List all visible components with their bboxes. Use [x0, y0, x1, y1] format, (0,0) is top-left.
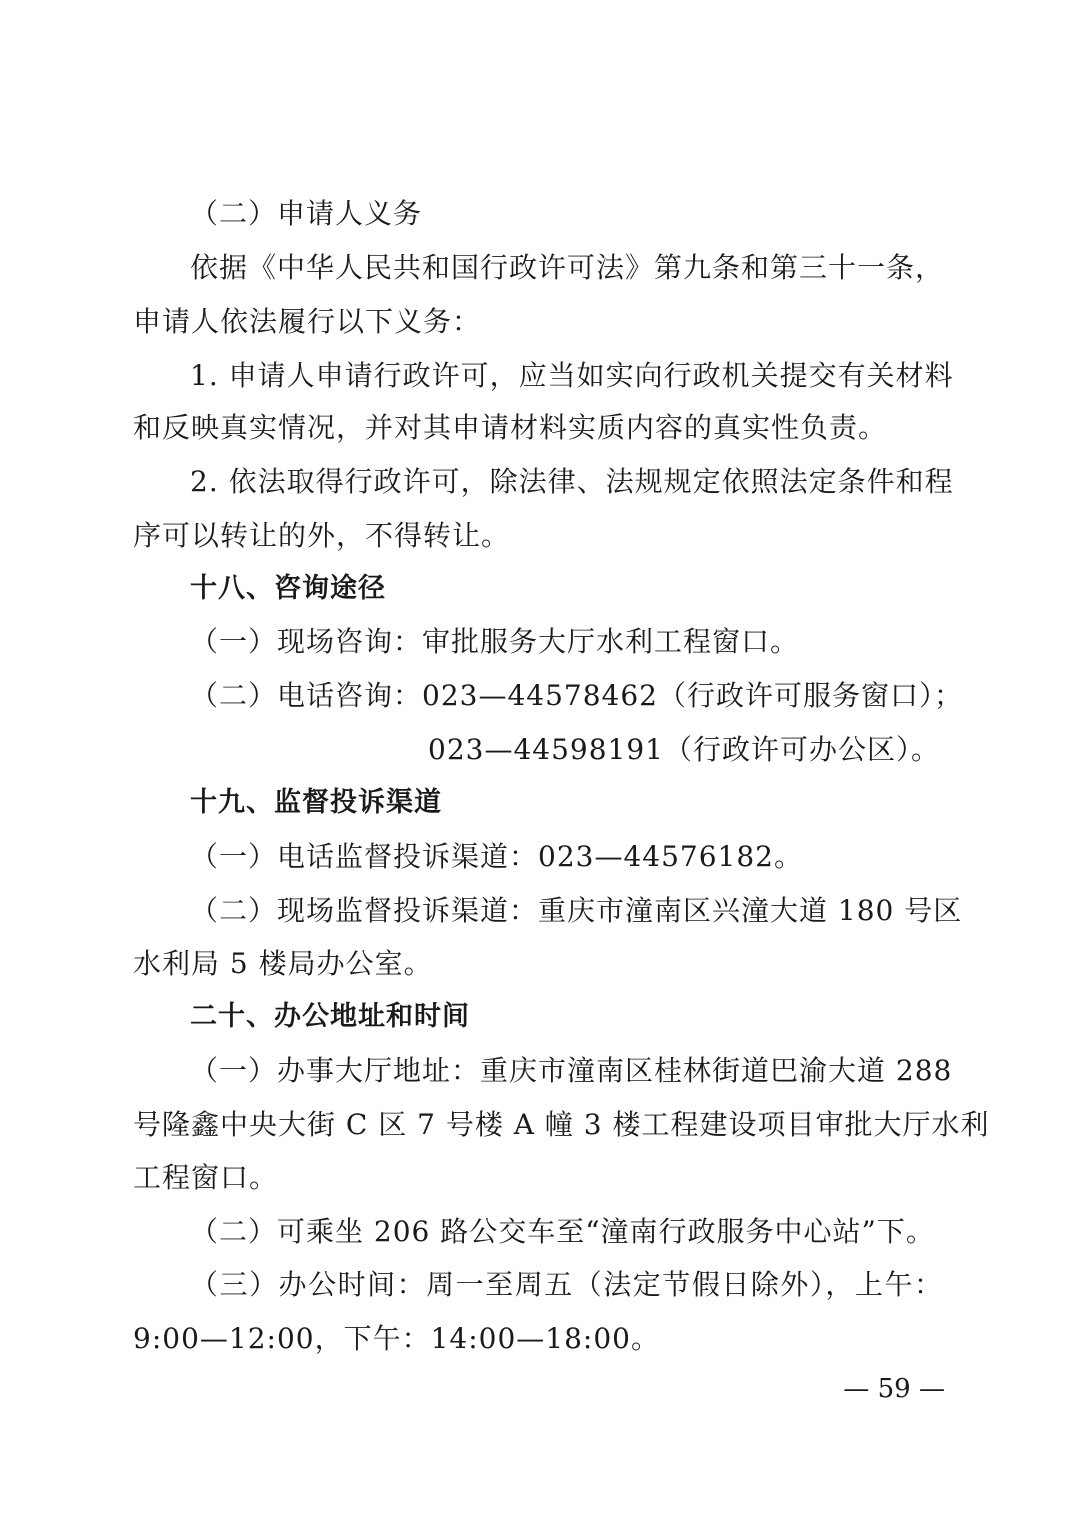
paragraph-line: 工程窗口。: [133, 1161, 279, 1194]
paragraph-line: 水利局 5 楼局办公室。: [133, 947, 433, 980]
subsection-title: （二）申请人义务: [190, 197, 423, 230]
paragraph-line: 023—44598191（行政许可办公区）。: [428, 733, 940, 766]
paragraph-line: 2. 依法取得行政许可，除法律、法规规定依照法定条件和程: [190, 465, 954, 498]
page-number: — 59 —: [843, 1374, 945, 1404]
paragraph-line: （三）办公时间：周一至周五（法定节假日除外），上午：: [190, 1268, 943, 1301]
paragraph-line: 1. 申请人申请行政许可，应当如实向行政机关提交有关材料: [190, 359, 954, 392]
paragraph-line: （二）现场监督投诉渠道：重庆市潼南区兴潼大道 180 号区: [190, 894, 963, 927]
paragraph-line: （二）可乘坐 206 路公交车至“潼南行政服务中心站”下。: [190, 1215, 935, 1248]
paragraph-line: 申请人依法履行以下义务：: [133, 305, 482, 338]
paragraph-line: （一）办事大厅地址：重庆市潼南区桂林街道巴渝大道 288: [190, 1054, 953, 1087]
section-heading: 二十、办公地址和时间: [190, 1001, 470, 1032]
section-heading: 十九、监督投诉渠道: [190, 787, 442, 818]
paragraph-line: （二）电话咨询：023—44578462（行政许可服务窗口）；: [190, 679, 963, 712]
paragraph-line: （一）现场咨询：审批服务大厅水利工程窗口。: [190, 625, 800, 658]
paragraph-line: 和反映真实情况，并对其申请材料实质内容的真实性负责。: [133, 411, 888, 444]
paragraph-line: （一）电话监督投诉渠道：023—44576182。: [190, 840, 803, 873]
paragraph-line: 9:00—12:00，下午：14:00—18:00。: [133, 1322, 660, 1355]
paragraph-line: 序可以转让的外，不得转让。: [133, 519, 511, 552]
paragraph-line: 号隆鑫中央大街 C 区 7 号楼 A 幢 3 楼工程建设项目审批大厅水利: [133, 1108, 990, 1141]
paragraph-line: 依据《中华人民共和国行政许可法》第九条和第三十一条，: [190, 251, 945, 284]
section-heading: 十八、咨询途径: [190, 573, 386, 604]
